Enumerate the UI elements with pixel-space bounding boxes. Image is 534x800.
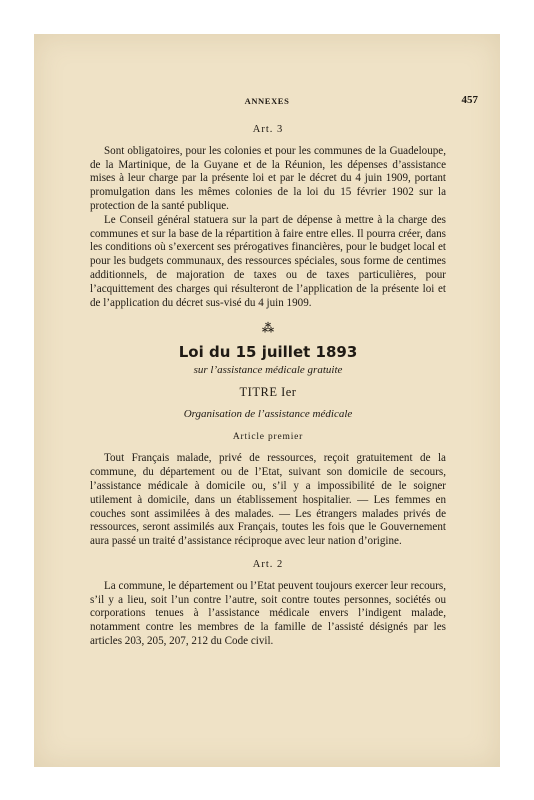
law-subtitle: sur l’assistance médicale gratuite [193, 364, 343, 377]
article-2-paragraph: La commune, le département ou l’Etat peuvent toujours exercer leur recours, s’il y a lieu, soit l’un contre l’autre, soit contre toutes personnes, sociétés ou corporations tenues à l’assistance médicale envers l’indigent malade, notamment contre les membres de la famille de l’assisté désignés par les articles 203, 205, 207, 212 du Code civil. [90, 579, 446, 647]
book-page [34, 34, 500, 767]
article-2-heading: Art. 2 [252, 558, 284, 570]
running-head: ANNEXES [244, 96, 290, 106]
page-number: 457 [461, 94, 478, 106]
article-premier-heading: Article premier [232, 431, 304, 442]
page-header [34, 96, 500, 110]
law-title: Loi du 15 juillet 1893 [178, 343, 358, 362]
article-3-paragraph-1: Sont obligatoires, pour les colonies et pour les communes de la Guadeloupe, de la Martinique, de la Guyane et de la Réunion, les dépenses d’assistance mises à leur charge par la présente loi et par le décret du 4 juin 1909, portant promulgation dans les mêmes colonies de la loi du 15 février 1902 sur la protection de la santé publique. [90, 144, 446, 212]
titre-heading: TITRE Ier [239, 384, 297, 399]
page-body [90, 123, 446, 649]
article-premier-paragraph: Tout Français malade, privé de ressources, reçoit gratuitement de la commune, du département ou de l’Etat, suivant son domicile de secours, l’assistance médicale à domicile ou, s’il y a impossibilité de le soigner utilement à domicile, dans un établissement hospitalier. — Les femmes en couches sont assimilées à des malades. — Les étrangers malades privés de ressources, seront assimilés aux Français, toutes les fois que le Gouvernement aura passé un traité d’assistance réciproque avec leur nation d’origine. [90, 452, 446, 548]
asterism-separator: ⁂ [261, 321, 275, 336]
article-3-heading: Art. 3 [252, 124, 284, 135]
section-title: Organisation de l’assistance médicale [183, 407, 353, 420]
article-3-paragraph-2: Le Conseil général statuera sur la part de dépense à mettre à la charge des communes et sur la base de la répartition à faire entre elles. Il pourra créer, dans les conditions où s’exercent ses prérogatives financières, pour le budget local et pour les budgets communaux, des ressources spéciales, sous forme de centimes additionnels, de majoration de taxes ou de taxes particulières, pour l’acquittement des charges qui résulteront de l’application de la présente loi et de l’application du décret sus-visé du 4 juin 1909. [90, 213, 446, 309]
